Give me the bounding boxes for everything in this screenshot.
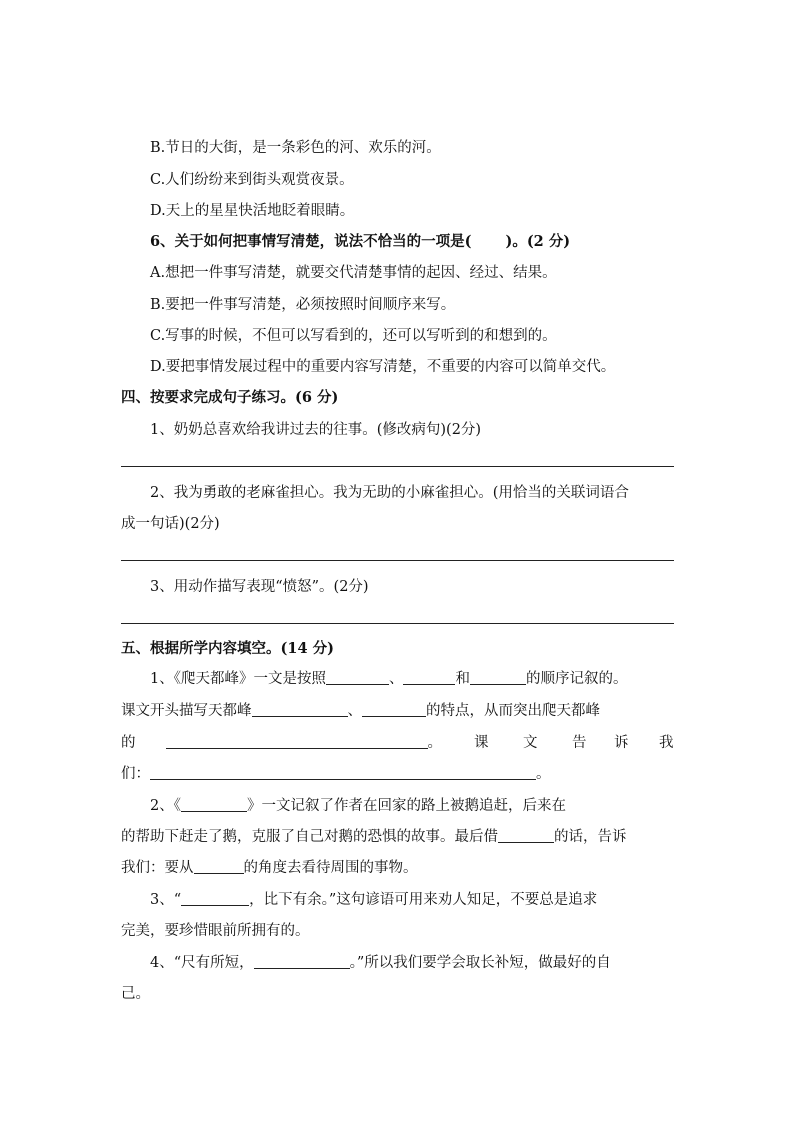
s5-q1-char-4: 诉 <box>614 735 629 751</box>
s5-q1-text-a: 1、《爬天都峰》一文是按照 <box>150 671 326 687</box>
s5-q1-text-i: 。 <box>427 735 442 751</box>
s5-q1-text-g: 的特点，从而突出爬天都峰 <box>426 703 600 719</box>
s5-q1-char-2: 文 <box>523 735 538 751</box>
s5-q2-blank-2[interactable] <box>498 827 554 843</box>
s5-q1-text-d: 的顺序记叙的。 <box>525 671 628 687</box>
s4-question-2-line1: 2、我为勇敢的老麻雀担心。我为无助的小麻雀担心。(用恰当的关联词语合 <box>150 485 629 501</box>
q5-option-b: B.节日的大街，是一条彩色的河、欢乐的河。 <box>150 140 441 156</box>
q6-stem-text: 6、关于如何把事情写清楚，说法不恰当的一项是( <box>150 233 472 250</box>
s5-q1-line4 <box>121 764 551 784</box>
s5-q2-text-d: 的话，告诉 <box>554 829 627 845</box>
s4-question-2-line2: 成一句话)(2分) <box>121 516 220 532</box>
s5-q1-char-5: 我 <box>659 735 674 751</box>
s5-q4-line2: 己。 <box>121 986 150 1002</box>
s5-q3-line2: 完美，要珍惜眼前所拥有的。 <box>121 923 310 939</box>
s5-q1-text-h: 的 <box>121 735 136 751</box>
s5-q1-line1 <box>150 669 627 689</box>
q6-stem-score: )。(2 分) <box>505 233 571 250</box>
s5-q4-text-a: 4、“尺有所短， <box>150 955 254 971</box>
s5-q2-text-e: 我们：要从 <box>121 860 194 876</box>
q5-option-c: C.人们纷纷来到街头观赏夜景。 <box>150 172 354 188</box>
q6-option-d: D.要把事情发展过程中的重要内容写清楚，不重要的内容可以简单交代。 <box>150 359 616 375</box>
s5-q3-text-a: 3、“ <box>150 892 182 908</box>
s4-q2-answer-line[interactable] <box>121 560 674 561</box>
s4-q3-answer-line[interactable] <box>121 623 674 624</box>
s5-q1-text-e: 课文开头描写天都峰 <box>121 703 252 719</box>
s5-q3-line1 <box>150 890 597 910</box>
q6-stem <box>150 232 570 252</box>
s5-q1-text-b: 、 <box>388 671 404 687</box>
s5-q1-line2 <box>121 701 600 721</box>
s5-q1-blank-1[interactable] <box>326 669 389 685</box>
s5-q1-text-j: 们： <box>121 766 150 782</box>
s5-q2-text-b: 》一文记叙了作者在回家的路上被鹅追赶，后来在 <box>246 798 566 814</box>
s5-q4-blank-1[interactable] <box>254 953 350 969</box>
s5-q2-text-c: 的帮助下赶走了鹅，克服了自己对鹅的恐惧的故事。最后借 <box>121 829 498 845</box>
s4-question-3: 3、用动作描写表现“愤怒”。(2分) <box>150 579 369 595</box>
s5-q1-char-3: 告 <box>572 735 587 751</box>
s5-q1-blank-2[interactable] <box>403 669 455 685</box>
s5-q1-text-k: 。 <box>536 766 551 782</box>
q6-option-c: C.写事的时候，不但可以写看到的，还可以写听到的和想到的。 <box>150 328 557 344</box>
s5-q2-blank-1[interactable] <box>181 796 247 812</box>
q6-option-b: B.要把一件事写清楚，必须按照时间顺序来写。 <box>150 297 456 313</box>
s5-q1-text-f: 、 <box>347 703 362 719</box>
s5-q3-blank-1[interactable] <box>181 890 249 906</box>
s5-q2-line1 <box>150 796 566 816</box>
s5-q1-blank-3[interactable] <box>470 669 526 685</box>
section5-title: 五、根据所学内容填空。(14 分) <box>121 640 334 657</box>
s5-q1-blank-6[interactable] <box>166 733 428 749</box>
s5-q2-line3 <box>121 858 418 878</box>
s4-question-1: 1、奶奶总喜欢给我讲过去的往事。(修改病句)(2分) <box>150 422 482 438</box>
section4-title: 四、按要求完成句子练习。(6 分) <box>121 389 339 406</box>
s5-q1-blank-5[interactable] <box>362 701 426 717</box>
s5-q1-text-c: 和 <box>455 671 470 687</box>
q5-option-d: D.天上的星星快活地眨着眼睛。 <box>150 203 355 219</box>
s5-q1-blank-7[interactable] <box>150 764 536 780</box>
s5-q2-blank-3[interactable] <box>194 858 244 874</box>
s5-q2-text-f: 的角度去看待周围的事物。 <box>243 860 418 876</box>
q6-option-a: A.想把一件事写清楚，就要交代清楚事情的起因、经过、结果。 <box>150 265 557 281</box>
s5-q3-text-b: ，比下有余。”这句谚语可用来劝人知足，不要总是追求 <box>249 892 598 908</box>
s5-q2-text-a: 2、《 <box>150 798 181 814</box>
s5-q4-text-b: 。”所以我们要学会取长补短，做最好的自 <box>349 955 611 971</box>
s5-q1-char-1: 课 <box>474 735 489 751</box>
s5-q4-line1 <box>150 953 611 973</box>
s5-q1-line3 <box>121 733 442 753</box>
s4-q1-answer-line[interactable] <box>121 466 674 467</box>
s5-q2-line2 <box>121 827 627 847</box>
s5-q1-blank-4[interactable] <box>252 701 348 717</box>
